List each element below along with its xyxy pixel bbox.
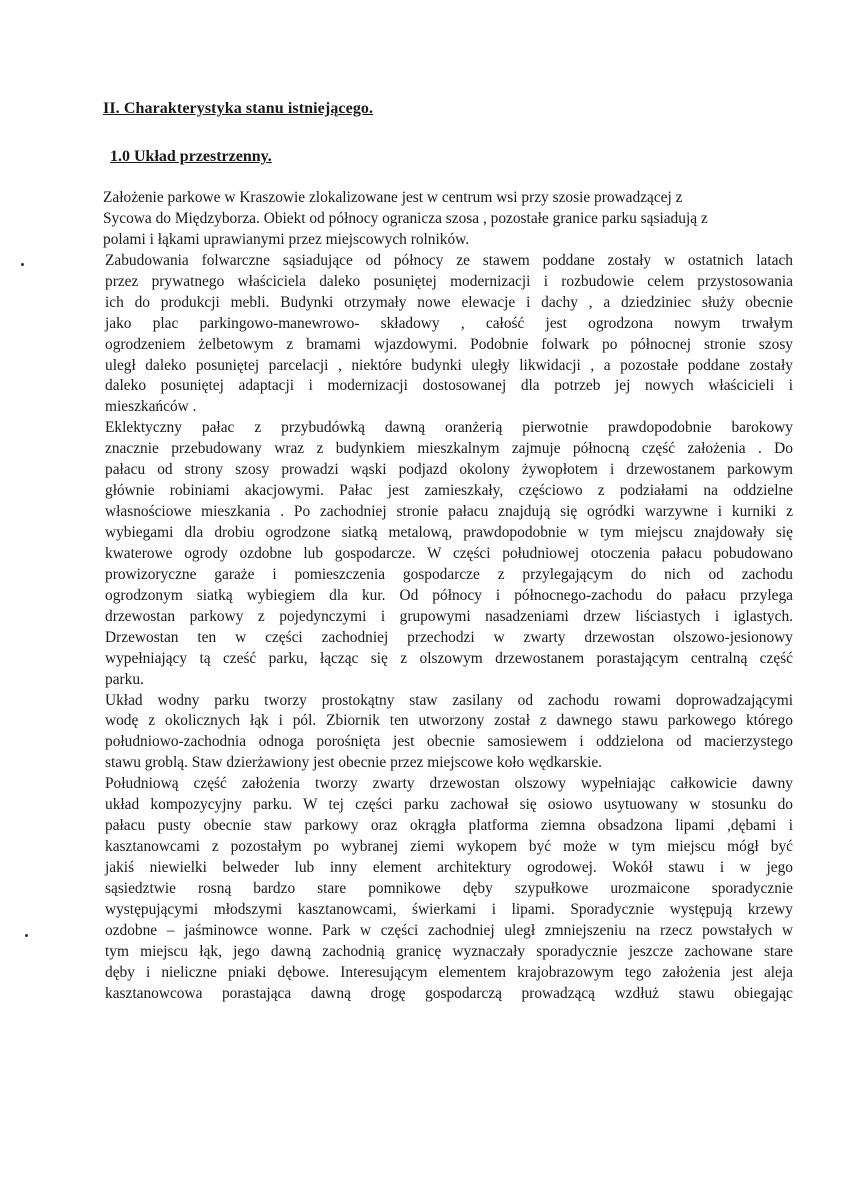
- text-line: ogrodzonym siatką wybiegiem dla kur. Od północy i północnego-zachodu do pałacu przylega: [105, 586, 793, 604]
- text-line: polami i łąkami uprawianymi przez miejscowych rolników.: [103, 230, 470, 248]
- text-line: wypełniający tą cześć parku, łącząc się z olszowym drzewostanem porastającym centralną część: [105, 649, 793, 667]
- text-line: południowo-zachodnia odnoga porośnięta jest obecnie samosiewem i oddzielona od macierzystego: [105, 733, 793, 751]
- text-line: kasztanowcami z pozostałym po wybranej ziemi wykopem być może w tym miejscu mógł być: [105, 838, 793, 856]
- text-line: znacznie przebudowany wraz z budynkiem mieszkalnym zajmuje północną część założenia . Do: [105, 440, 793, 458]
- text-line: Układ wodny parku tworzy prostokątny staw zasilany od zachodu rowami doprowadzającymi: [105, 691, 793, 709]
- text-line: Eklektyczny pałac z przybudówką dawną oranżerią pierwotnie prawdopodobnie barokowy: [105, 419, 793, 437]
- paragraph-farm-buildings: [103, 251, 793, 419]
- text-line: jakiś niewielki belweder lub inny element architektury ogrodowej. Wokół stawu i w jego: [105, 859, 793, 876]
- subsection-heading: 1.0 Układ przestrzenny.: [110, 148, 272, 165]
- text-line: pałacu pusty obecnie staw parkowy oraz okrągła platforma ziemna obsadzona lipami ,dębami i: [105, 817, 793, 835]
- scan-speck: [25, 934, 28, 937]
- text-line: uległ daleko posuniętej parcelacji , niektóre budynki uległy likwidacji , a pozostałe poddane zostały: [105, 356, 793, 374]
- text-line: drzewostan parkowy z pojedynczymi i grupowymi nasadzeniami drzew liściastych i iglastych.: [105, 607, 793, 625]
- text-line: prowizoryczne garaże i pomieszczenia gospodarcze z przylegającym do nich od zachodu: [105, 565, 793, 583]
- text-line: układ kompozycyjny parku. W tej części parku zachował się osiowo usytuowany w stosunku do: [105, 796, 793, 814]
- text-line: przez prywatnego właściciela daleko posuniętej modernizacji i rozbudowie celem przystosowania: [105, 272, 793, 290]
- text-line: Założenie parkowe w Kraszowie zlokalizowane jest w centrum wsi przy szosie prowadzącej z: [103, 189, 683, 206]
- body-text: [103, 188, 793, 1005]
- text-line: ozdobne – jaśminowce wonne. Park w części zachodniej uległ zmniejszeniu na rzecz powstałych w: [105, 921, 793, 939]
- text-line: ich do produkcji mebli. Budynki otrzymały nowe elewacje i dachy , a dziedziniec służy obecnie: [105, 293, 793, 311]
- text-line: Sycowa do Międzyborza. Obiekt od północy ogranicza szosa , pozostałe granice parku sąsiadują z: [103, 209, 708, 227]
- text-line: głównie robiniami akacjowymi. Pałac jest zamieszkały, częściowo z podziałami na oddzielne: [105, 482, 793, 500]
- scan-speck: [21, 263, 24, 266]
- paragraph-water-system: [103, 691, 793, 775]
- text-line: własnościowe mieszkania . Po zachodniej stronie pałacu znajdują się ogródki warzywne i kurniki z: [105, 503, 793, 521]
- text-line: stawu groblą. Staw dzierżawiony jest obecnie przez miejscowe koło wędkarskie.: [105, 754, 603, 772]
- text-line: mieszkańców .: [105, 398, 197, 416]
- text-line: Drzewostan ten w części zachodniej przechodzi w zwarty drzewostan olszowo-jesionowy: [105, 628, 793, 646]
- text-line: wybiegami dla drobiu ogrodzone siatką metalową, prawdopodobnie w tym miejscu znajdowały się: [105, 524, 793, 541]
- text-line: wodę z okolicznych łąk i pól. Zbiornik ten utworzony został z dawnego stawu parkowego którego: [105, 712, 793, 730]
- text-line: tym miejscu łąk, jego dawną zachodnią granicę wyznaczały sporadycznie jeszcze zachowane stare: [105, 942, 793, 960]
- text-line: ogrodzeniem żelbetowym z bramami wjazdowymi. Podobnie folwark po północnej stronie szosy: [105, 335, 793, 353]
- text-line: Zabudowania folwarczne sąsiadujące od północy ze stawem poddane zostały w ostatnich latach: [105, 251, 793, 269]
- section-heading: II. Charakterystyka stanu istniejącego.: [103, 100, 374, 117]
- text-line: parku.: [105, 670, 144, 688]
- text-line: jako plac parkingowo-manewrowo- składowy , całość jest ogrodzona nowym trwałym: [105, 314, 793, 332]
- text-line: kwaterowe ogrody ozdobne lub gospodarcze. W części południowej otoczenia pałacu pobudowano: [105, 544, 793, 562]
- text-line: występującymi młodszymi kasztanowcami, świerkami i lipami. Sporadycznie występują krzewy: [105, 900, 793, 918]
- text-line: daleko posuniętej adaptacji i modernizacji dostosowanej dla potrzeb jej nowych właścicieli i: [105, 377, 793, 395]
- paragraph-palace: [103, 418, 793, 690]
- paragraph-location: [103, 188, 793, 251]
- text-line: dęby i nieliczne pniaki dębowe. Interesującym elementem krajobrazowym tego założenia jest aleja: [105, 963, 793, 981]
- text-line: pałacu od strony szosy prowadzi wąski podjazd okolony żywopłotem i drzewostanem parkowym: [105, 461, 793, 479]
- text-line: kasztanowcowa porastająca dawną drogę gospodarczą prowadzącą wzdłuż stawu obiegając: [105, 984, 793, 1002]
- text-line: Południową część założenia tworzy zwarty drzewostan olszowy wypełniając całkowicie dawny: [105, 775, 793, 793]
- paragraph-south-part: [103, 774, 793, 1004]
- text-line: sąsiedztwie rosną bardzo stare pomnikowe dęby szypułkowe urozmaicone sporadycznie: [105, 879, 793, 897]
